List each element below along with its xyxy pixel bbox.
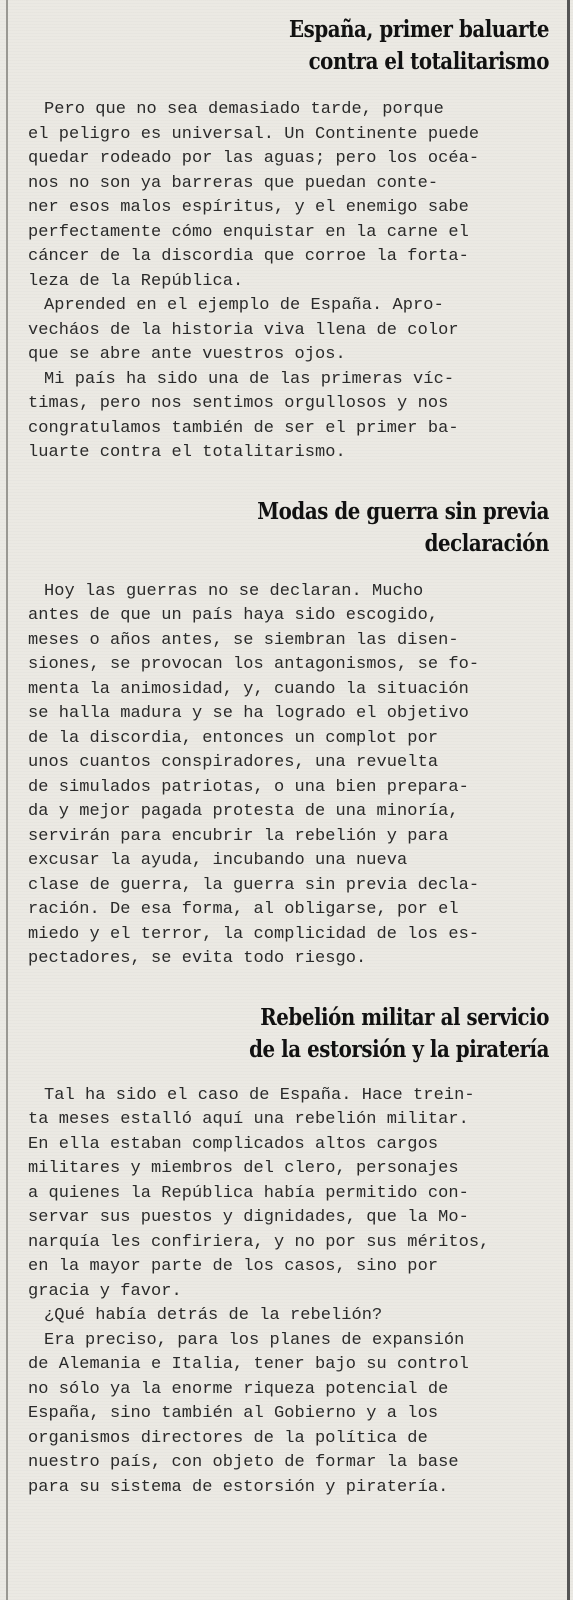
headline-line: Modas de guerra sin previa bbox=[257, 497, 549, 525]
text-line: militares y miembros del clero, personajes bbox=[28, 1159, 459, 1178]
text-line: Era preciso, para los planes de expansión bbox=[44, 1330, 465, 1350]
text-line: ¿Qué había detrás de la rebelión? bbox=[44, 1306, 383, 1325]
text-line: de simulados patriotas, o una bien prepara- bbox=[28, 777, 469, 797]
text-line: nuestro país, con objeto de formar la base bbox=[28, 1453, 459, 1472]
text-line: siones, se provocan los antagonismos, se fo- bbox=[28, 655, 480, 674]
paragraph bbox=[28, 294, 549, 368]
text-line: ner esos malos espíritus, y el enemigo sabe bbox=[28, 198, 469, 217]
article-body-section-2 bbox=[28, 580, 561, 972]
paragraph bbox=[28, 1084, 549, 1305]
text-line: Pero que no sea demasiado tarde, porque bbox=[44, 100, 444, 119]
text-line: ración. De esa forma, al obligarse, por el bbox=[28, 900, 459, 919]
text-line: antes de que un país haya sido escogido, bbox=[28, 606, 439, 625]
text-line: ta meses estalló aquí una rebelión militar. bbox=[28, 1110, 469, 1129]
article-body-section-3 bbox=[28, 1084, 561, 1501]
article-body-section-1 bbox=[28, 98, 561, 466]
text-line: el peligro es universal. Un Continente puede bbox=[28, 124, 480, 144]
headline-line: contra el totalitarismo bbox=[308, 48, 549, 75]
text-line: a quienes la República había permitido con- bbox=[28, 1183, 469, 1203]
column-rule-right bbox=[567, 0, 570, 1600]
text-line: Mi país ha sido una de las primeras víc- bbox=[44, 369, 455, 389]
headline-modas-de-guerra bbox=[101, 496, 549, 576]
text-line: meses o años antes, se siembran las disen- bbox=[28, 630, 459, 650]
headline-line: Rebelión militar al servicio bbox=[260, 1003, 549, 1031]
paragraph bbox=[28, 368, 549, 466]
headline-line: de la estorsión y la piratería bbox=[249, 1035, 549, 1063]
text-line: timas, pero nos sentimos orgullosos y nos bbox=[28, 394, 449, 413]
text-line: gracia y favor. bbox=[28, 1281, 182, 1301]
text-line: que se abre ante vuestros ojos. bbox=[28, 345, 346, 364]
text-line: en la mayor parte de los casos, sino por bbox=[28, 1257, 439, 1276]
text-line: congratulamos también de ser el primer ba- bbox=[28, 418, 459, 438]
text-line: quedar rodeado por las aguas; pero los océa- bbox=[28, 149, 480, 168]
paragraph bbox=[28, 1329, 549, 1501]
text-line: nos no son ya barreras que puedan conte- bbox=[28, 173, 439, 193]
paragraph bbox=[28, 98, 549, 294]
text-line: luarte contra el totalitarismo. bbox=[28, 443, 346, 462]
text-line: servirán para encubrir la rebelión y para bbox=[28, 826, 449, 846]
text-line: servar sus puestos y dignidades, que la Mo- bbox=[28, 1208, 469, 1227]
headline-line: declaración bbox=[424, 529, 549, 557]
text-line: excusar la ayuda, incubando una nueva bbox=[28, 851, 408, 870]
text-line: vecháos de la historia viva llena de color bbox=[28, 320, 459, 340]
text-line: España, sino también al Gobierno y a los bbox=[28, 1404, 439, 1423]
headline-espana-baluarte bbox=[101, 14, 549, 94]
text-line: Hoy las guerras no se declaran. Mucho bbox=[44, 581, 424, 601]
paragraph bbox=[28, 1304, 549, 1329]
text-line: En ella estaban complicados altos cargos bbox=[28, 1134, 439, 1154]
text-line: clase de guerra, la guerra sin previa decla- bbox=[28, 875, 480, 895]
text-line: organismos directores de la política de bbox=[28, 1428, 428, 1448]
text-line: da y mejor pagada protesta de una minoría, bbox=[28, 802, 459, 821]
text-line: perfectamente cómo enquistar en la carne el bbox=[28, 222, 469, 242]
headline-rebelion-militar bbox=[101, 1002, 549, 1080]
headline-line: España, primer baluarte bbox=[288, 16, 549, 43]
text-line: unos cuantos conspiradores, una revuelta bbox=[28, 753, 439, 772]
text-line: de la discordia, entonces un complot por bbox=[28, 728, 439, 748]
text-line: Tal ha sido el caso de España. Hace trein- bbox=[44, 1085, 475, 1105]
text-line: cáncer de la discordia que corroe la forta- bbox=[28, 247, 469, 266]
text-line: leza de la República. bbox=[28, 271, 244, 291]
text-line: menta la animosidad, y, cuando la situación bbox=[28, 679, 469, 699]
paragraph bbox=[28, 580, 549, 972]
text-line: para su sistema de estorsión y piratería. bbox=[28, 1477, 449, 1497]
text-line: Aprended en el ejemplo de España. Apro- bbox=[44, 296, 444, 315]
text-line: de Alemania e Italia, tener bajo su control bbox=[28, 1355, 469, 1374]
text-line: narquía les confiriera, y no por sus méritos, bbox=[28, 1232, 490, 1252]
column-rule-left bbox=[6, 0, 8, 1600]
text-line: no sólo ya la enorme riqueza potencial de bbox=[28, 1379, 449, 1399]
text-line: pectadores, se evita todo riesgo. bbox=[28, 949, 367, 968]
text-line: se halla madura y se ha logrado el objetivo bbox=[28, 704, 469, 723]
text-line: miedo y el terror, la complicidad de los es- bbox=[28, 924, 480, 944]
